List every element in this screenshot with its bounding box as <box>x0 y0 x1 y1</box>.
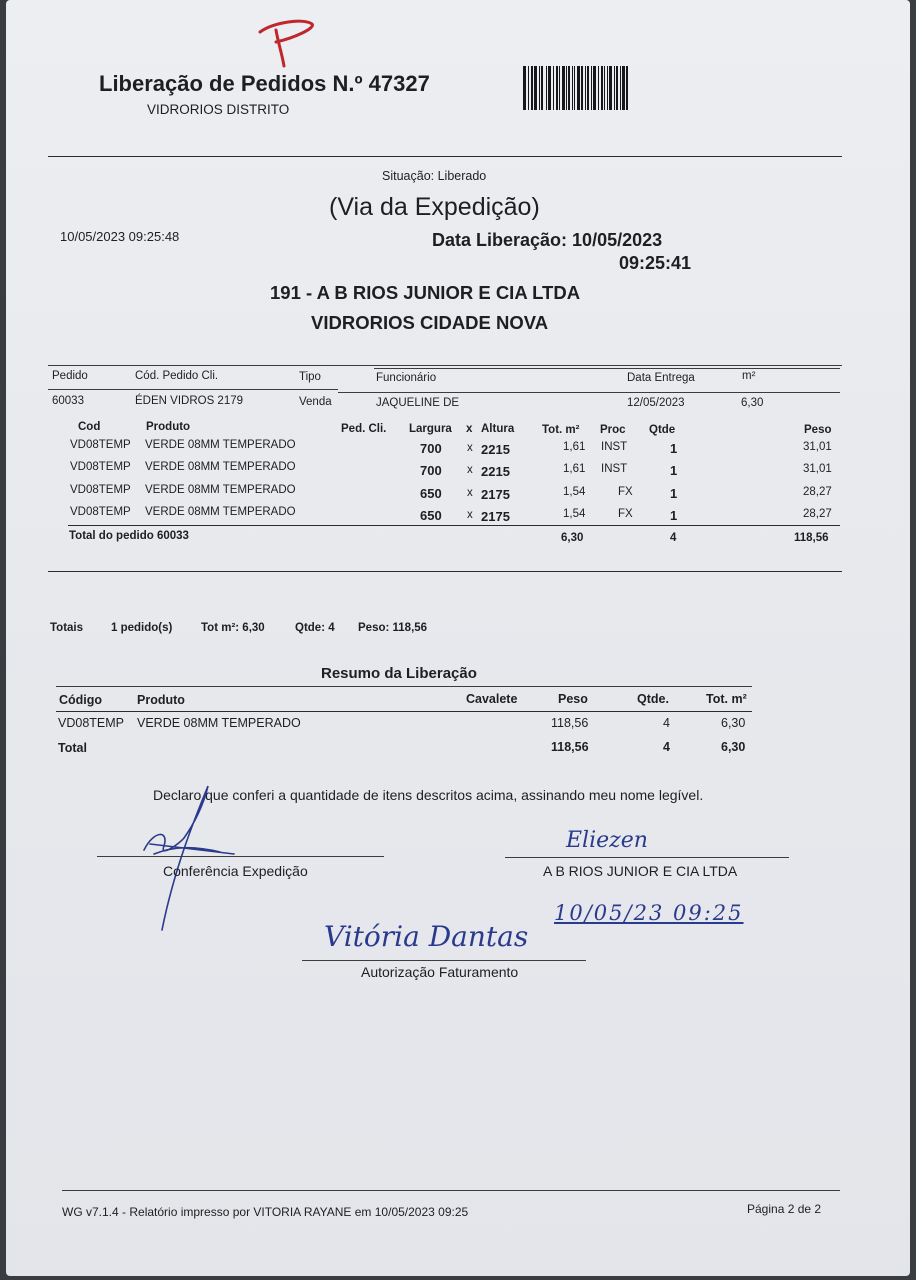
document-page <box>6 0 910 1276</box>
signature-left-label: Conferência Expedição <box>163 863 308 879</box>
summary-title: Resumo da Liberação <box>321 665 477 682</box>
col-peso: Peso <box>804 424 832 436</box>
order-total-tot: 6,30 <box>561 532 584 544</box>
summary-total-qtde: 4 <box>663 740 670 754</box>
summary-total-tot: 6,30 <box>721 740 746 754</box>
row-x: x <box>467 487 473 499</box>
row-produto: VERDE 08MM TEMPERADO <box>145 506 296 518</box>
barcode <box>523 66 663 110</box>
row-produto: VERDE 08MM TEMPERADO <box>145 461 296 473</box>
row-proc: FX <box>618 486 633 498</box>
declaration-text: Declaro que conferi a quantidade de itens descritos acima, assinando meu nome legível. <box>153 787 704 803</box>
totals-tot-m2: Tot m²: 6,30 <box>201 622 265 634</box>
row-largura: 700 <box>420 463 442 478</box>
signature-autorizacao-handwritten: Vitória Dantas <box>324 920 529 953</box>
label-data-entrega: Data Entrega <box>627 372 695 384</box>
printed-datetime: 10/05/2023 09:25:48 <box>60 229 180 244</box>
row-qtde: 1 <box>670 441 678 456</box>
signature-client-handwritten: Eliezen <box>566 828 648 853</box>
row-altura: 2215 <box>481 464 510 479</box>
col-ped-cli: Ped. Cli. <box>341 423 387 435</box>
row-tot: 1,61 <box>563 441 586 453</box>
row-x: x <box>467 509 473 521</box>
handwritten-date: 10/05/23 09:25 <box>554 901 744 925</box>
via-label: (Via da Expedição) <box>329 193 540 221</box>
row-tot: 1,54 <box>563 486 586 498</box>
col-x: x <box>466 423 473 435</box>
totals-label: Totais <box>50 622 84 634</box>
signature-right-label: A B RIOS JUNIOR E CIA LTDA <box>543 863 738 879</box>
footer-page-number: Página 2 de 2 <box>747 1202 822 1216</box>
signature-bottom-label: Autorização Faturamento <box>361 964 519 980</box>
label-m2: m² <box>742 370 756 382</box>
row-cod: VD08TEMP <box>70 506 131 518</box>
col-altura: Altura <box>481 423 515 435</box>
summary-row-codigo: VD08TEMP <box>58 716 124 730</box>
row-tot: 1,54 <box>563 508 586 520</box>
document-title: Liberação de Pedidos N.º 47327 <box>99 71 430 96</box>
row-peso: 31,01 <box>803 441 832 453</box>
summary-row-produto: VERDE 08MM TEMPERADO <box>137 716 301 730</box>
col-produto: Produto <box>146 421 191 433</box>
red-check-mark <box>254 12 324 68</box>
row-qtde: 1 <box>670 508 678 523</box>
col-cod: Cod <box>78 421 101 433</box>
totals-peso: Peso: 118,56 <box>358 622 428 634</box>
summary-row-tot: 6,30 <box>721 716 746 730</box>
row-x: x <box>467 464 473 476</box>
row-tot: 1,61 <box>563 463 586 475</box>
summary-col-cavalete: Cavalete <box>466 692 518 706</box>
company-name: VIDRORIOS DISTRITO <box>147 102 290 117</box>
row-proc: INST <box>601 441 628 453</box>
client-branch: VIDRORIOS CIDADE NOVA <box>311 312 549 333</box>
row-qtde: 1 <box>670 463 678 478</box>
label-cod-pedido-cli: Cód. Pedido Cli. <box>135 370 219 382</box>
label-funcionario: Funcionário <box>376 372 437 384</box>
summary-row-qtde: 4 <box>663 716 670 730</box>
summary-col-qtde: Qtde. <box>637 692 669 706</box>
row-x: x <box>467 442 473 454</box>
value-funcionario: JAQUELINE DE <box>376 397 460 409</box>
row-altura: 2175 <box>481 509 510 524</box>
footer-printed-by: WG v7.1.4 - Relatório impresso por VITORIA RAYANE em 10/05/2023 09:25 <box>62 1205 469 1219</box>
row-produto: VERDE 08MM TEMPERADO <box>145 484 296 496</box>
summary-col-tot: Tot. m² <box>706 692 747 706</box>
value-data-entrega: 12/05/2023 <box>627 397 685 409</box>
order-total-label: Total do pedido 60033 <box>69 530 189 542</box>
summary-total-label: Total <box>58 741 87 755</box>
col-largura: Largura <box>409 423 452 435</box>
summary-total-peso: 118,56 <box>551 740 589 754</box>
row-largura: 700 <box>420 441 442 456</box>
value-cod-pedido-cli: ÉDEN VIDROS 2179 <box>135 395 244 407</box>
release-date: Data Liberação: 10/05/2023 <box>432 230 663 250</box>
status-text: Situação: Liberado <box>382 169 487 183</box>
release-time: 09:25:41 <box>619 253 692 273</box>
row-peso: 28,27 <box>803 508 832 520</box>
label-tipo: Tipo <box>299 371 321 383</box>
row-peso: 31,01 <box>803 463 832 475</box>
summary-col-codigo: Código <box>59 693 103 707</box>
row-largura: 650 <box>420 486 442 501</box>
value-tipo: Venda <box>299 396 332 408</box>
row-altura: 2215 <box>481 442 510 457</box>
row-qtde: 1 <box>670 486 678 501</box>
summary-col-produto: Produto <box>137 693 185 707</box>
order-total-qtde: 4 <box>670 532 677 544</box>
signature-conferencia <box>124 780 264 940</box>
value-pedido: 60033 <box>52 395 84 407</box>
row-cod: VD08TEMP <box>70 461 131 473</box>
row-cod: VD08TEMP <box>70 439 131 451</box>
row-altura: 2175 <box>481 487 510 502</box>
row-peso: 28,27 <box>803 486 832 498</box>
row-produto: VERDE 08MM TEMPERADO <box>145 439 296 451</box>
col-tot-m2: Tot. m² <box>542 424 580 436</box>
client-line: 191 - A B RIOS JUNIOR E CIA LTDA <box>270 282 581 303</box>
label-pedido: Pedido <box>52 370 88 382</box>
row-cod: VD08TEMP <box>70 484 131 496</box>
row-largura: 650 <box>420 508 442 523</box>
row-proc: FX <box>618 508 633 520</box>
totals-qtde: Qtde: 4 <box>295 622 335 634</box>
summary-col-peso: Peso <box>558 692 588 706</box>
row-proc: INST <box>601 463 628 475</box>
totals-pedidos: 1 pedido(s) <box>111 622 173 634</box>
col-qtde: Qtde <box>649 424 676 436</box>
order-total-peso: 118,56 <box>794 532 829 544</box>
summary-row-peso: 118,56 <box>551 716 589 730</box>
col-proc: Proc <box>600 424 626 436</box>
value-m2: 6,30 <box>741 397 764 409</box>
